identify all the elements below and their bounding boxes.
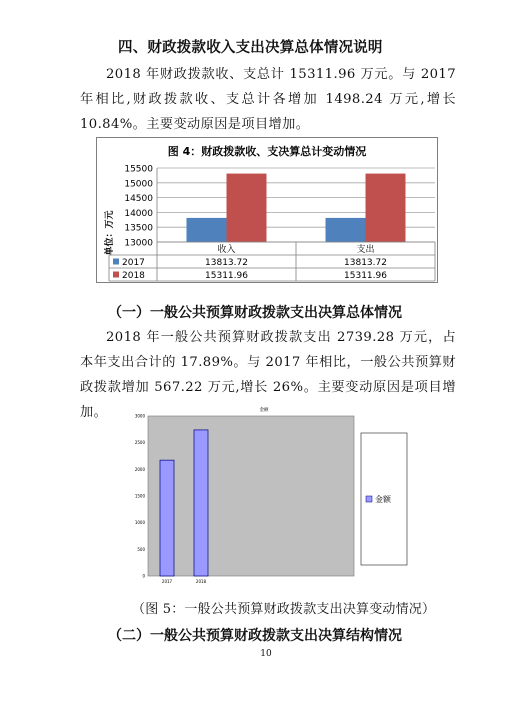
y-tick-label: 14000 xyxy=(124,208,153,219)
x-tick-label: 2017 xyxy=(161,579,173,584)
page-number: 10 xyxy=(260,649,272,659)
data-label: 13813.72 xyxy=(205,258,248,268)
chart-title: 图 4：财政拨款收、支决算总计变动情况 xyxy=(167,145,367,158)
data-label: 15311.96 xyxy=(205,271,248,281)
y-axis-label: 单位：万元 xyxy=(105,210,115,256)
subheading-general-budget-overview: （一）一般公共预算财政拨款支出决算总体情况 xyxy=(108,305,402,321)
subheading-general-budget-structure: （二）一般公共预算财政拨款支出决算结构情况 xyxy=(108,628,402,644)
bar-2018 xyxy=(194,430,208,576)
bar-2017-0 xyxy=(187,218,227,242)
legend-swatch xyxy=(366,496,372,502)
y-tick-label: 13500 xyxy=(124,223,153,234)
bar-2017 xyxy=(160,460,174,576)
y-tick-label: 1500 xyxy=(134,493,145,499)
section-heading: 四、财政拨款收入支出决算总体情况说明 xyxy=(118,40,383,56)
y-tick-label: 15500 xyxy=(124,164,153,175)
legend-label-2017: 2017 xyxy=(122,258,145,268)
y-tick-label: 1000 xyxy=(134,520,145,526)
y-tick-label: 500 xyxy=(137,546,145,552)
bar-2018-1 xyxy=(366,174,406,242)
figure-5-chart xyxy=(130,402,420,592)
y-tick-label: 0 xyxy=(142,573,145,579)
paragraph-total-overview: 2018 年财政拨款收、支总计 15311.96 万元。与 2017 年相比,财政拨款收、支总计各增加 1498.24 万元,增长 10.84%。主要变动原因是项目增加。 xyxy=(80,67,456,132)
y-tick-label: 2500 xyxy=(134,440,145,446)
plot-area xyxy=(148,416,354,576)
chart-title: 金额 xyxy=(259,408,269,413)
y-tick-label: 3000 xyxy=(134,413,145,419)
figure-4-svg xyxy=(97,138,437,282)
legend-swatch-2017 xyxy=(113,259,119,265)
y-tick-label: 14500 xyxy=(124,194,153,205)
y-tick-label: 15000 xyxy=(124,179,153,190)
legend-label: 金额 xyxy=(375,495,391,504)
paragraph-general-budget: 2018 年一般公共预算财政拨款支出 2739.28 万元，占本年支出合计的 17.89%。与 2017 年相比，一般公共预算财政拨款增加 567.22 万元,增长 26%。主要变动原因是项目增加。 xyxy=(80,330,456,420)
legend-swatch-2018 xyxy=(113,272,119,278)
data-label: 13813.72 xyxy=(344,258,387,268)
y-tick-label: 2000 xyxy=(134,466,145,472)
data-label: 15311.96 xyxy=(344,271,387,281)
category-label: 收入 xyxy=(217,245,236,255)
figure-5-svg xyxy=(130,402,420,592)
bar-2017-1 xyxy=(326,218,366,242)
legend-label-2018: 2018 xyxy=(122,271,145,281)
figure-4-chart xyxy=(96,137,438,283)
bar-2018-0 xyxy=(227,174,267,242)
figure-5-caption: （图 5：一般公共预算财政拨款支出决算变动情况） xyxy=(132,602,436,617)
category-label: 支出 xyxy=(356,245,375,255)
y-tick-label: 13000 xyxy=(124,238,153,249)
x-tick-label: 2018 xyxy=(195,579,207,584)
